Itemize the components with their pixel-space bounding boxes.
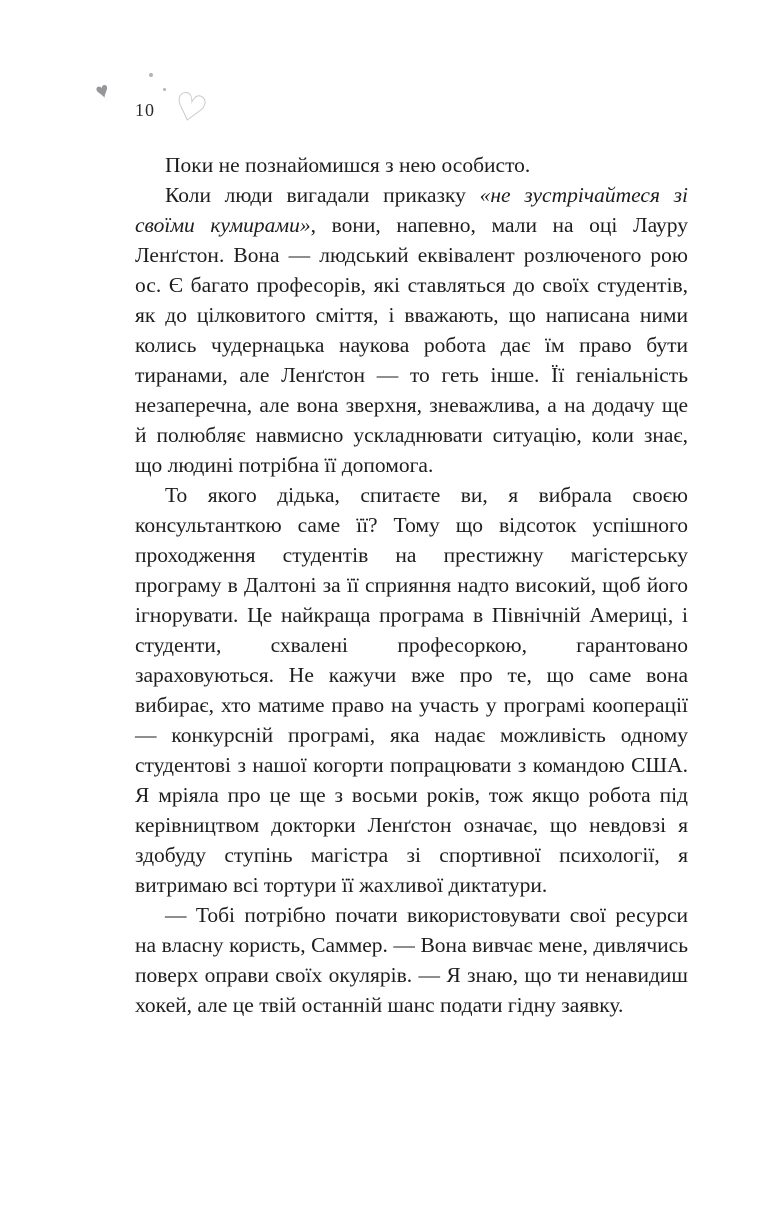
paragraph (135, 150, 688, 180)
paragraph (135, 180, 688, 480)
heart-filled-icon: ♥ (92, 76, 113, 105)
body-text: Коли люди вигадали приказку (165, 183, 480, 207)
italic-quote-text: «не зустрічайтеся зі своїми кумирами» (135, 183, 688, 237)
body-text: — Тобі потрібно почати використовувати свої ресурси на власну користь, Саммер. — Вона вивчає мене, дивлячись поверх оправи своїх окулярів. — Я знаю, що ти ненавидиш хокей, але це твій останній шанс подати гідну заявку. (135, 903, 688, 1017)
heart-outline-icon: ♡ (168, 84, 212, 134)
text-block (135, 150, 688, 1020)
paragraph (135, 900, 688, 1020)
body-text: , вони, напевно, мали на оці Лауру Ленґстон. Вона — людський еквівалент розлюченого рою ос. Є багато професорів, які ставляться до своїх студентів, як до цілковитого сміття, і вважають, що написана ними колись чудернацька наукова робота дає їм право бути тиранами, але Ленґстон — то геть інше. Її геніальність незаперечна, але вона зверхня, зневажлива, а на додачу ще й полюбляє навмисно ускладнювати ситуацію, коли знає, що людині потрібна її допомога. (135, 213, 688, 477)
body-text: То якого дідька, спитаєте ви, я вибрала своєю консультанткою саме її? Тому що відсоток успішного проходження студентів на престижну магістерську програму в Далтоні за її сприяння надто високий, щоб його ігнорувати. Це найкраща програма в Північній Америці, і студенти, схвалені професоркою, гарантовано зараховуються. Не кажучи вже про те, що саме вона вибирає, хто матиме право на участь у програмі кооперації — конкурсній програмі, яка надає можливість одному студентові з нашої когорти попрацювати з командою США. Я мріяла про це ще з восьми років, тож якщо робота під керівництвом докторки Ленґстон означає, що невдовзі я здобуду ступінь магістра зі спортивної психології, я витримаю всі тортури її жахливої диктатури. (135, 483, 688, 897)
decorative-dot-icon (149, 73, 153, 77)
paragraph (135, 480, 688, 900)
body-text: Поки не познайомишся з нею особисто. (165, 153, 531, 177)
page-number: 10 (135, 100, 155, 120)
decorative-dot-icon (163, 88, 166, 91)
